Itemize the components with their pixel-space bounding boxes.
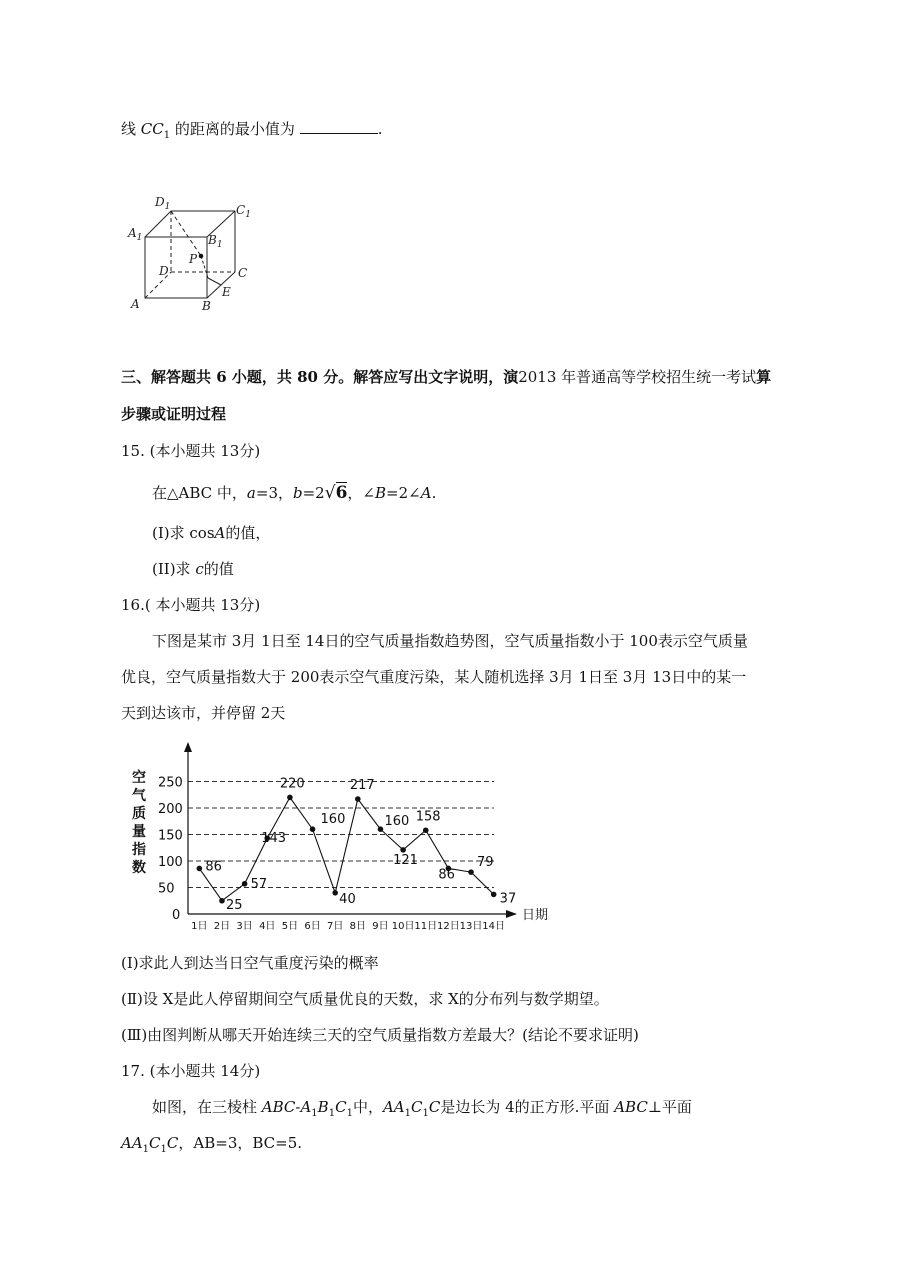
label-p: P [189, 252, 198, 266]
x-tick-label: 8日 [349, 921, 367, 932]
label-c1: $C_1$ [236, 203, 251, 220]
q17-mid: 中， [352, 1098, 383, 1116]
x-tick-label: 9日 [372, 921, 389, 932]
aqi-line-chart [120, 738, 560, 938]
q15-angle-mid: =2∠ [386, 484, 421, 502]
y-tick-label: 100 [158, 855, 183, 870]
q17-sq-end: C [428, 1098, 441, 1116]
segment-d1p [171, 211, 201, 256]
data-point [197, 866, 203, 872]
q17-perp: ⊥平面 [647, 1098, 692, 1116]
q14-sub: 1 [163, 130, 171, 141]
q17-suffix: 是边长为 4的正方形.平面 [440, 1098, 615, 1116]
cube-edge [145, 211, 171, 237]
data-label: 143 [261, 831, 287, 847]
data-point [287, 795, 293, 801]
q16-para-line2: 优良，空气质量指数大于 200表示空气重度污染，某人随机选择 3月 1日至 3月 13日中的某一 [121, 668, 747, 686]
q17-header: 17. (本小题共 14分) [121, 1062, 261, 1080]
q15-angle-end: . [431, 484, 437, 502]
q17-sq-c: C [411, 1098, 423, 1116]
q17-l2-end: C [166, 1134, 179, 1152]
x-axis-arrow [506, 910, 517, 918]
q17-line2 [121, 1133, 302, 1160]
data-label: 220 [279, 776, 305, 792]
q15-angle-b: B [375, 484, 387, 502]
q15-header: 15. (本小题共 13分) [121, 442, 261, 460]
data-label: 40 [339, 891, 356, 907]
q14-var: CC [140, 120, 164, 138]
q16-para-line1: 下图是某市 3月 1日至 14日的空气质量指数趋势图，空气质量指数小于 100表示空气质量 [152, 632, 748, 650]
y-axis-arrow [184, 742, 192, 752]
q14-answer-line [121, 119, 382, 146]
segment-e [208, 278, 221, 285]
q15-angle-prefix: ，∠ [347, 484, 375, 502]
label-a: A [131, 297, 140, 311]
q15-part2-suffix: 的值 [203, 560, 234, 578]
x-tick-label: 11日 [414, 921, 438, 932]
q15-part2-prefix: (II)求 [152, 560, 196, 578]
data-point [400, 847, 406, 853]
q17-sub: 1 [404, 1108, 411, 1119]
q15-cond-prefix: 在△ABC 中， [152, 484, 247, 502]
answer-blank[interactable] [300, 119, 378, 134]
q17-l2-suffix: ，AB=3，BC=5. [178, 1134, 303, 1152]
q17-sub: 1 [346, 1108, 353, 1119]
y-tick-label: 150 [158, 828, 183, 844]
q17-sub: 1 [142, 1144, 150, 1155]
point-p [199, 254, 204, 259]
q15-part1-suffix: 的值， [225, 524, 271, 542]
y-axis-label-char: 量 [132, 824, 146, 840]
data-point [423, 827, 429, 833]
sqrt-symbol: √ [324, 483, 336, 503]
y-tick-label: 250 [158, 775, 183, 791]
label-b: B [202, 299, 211, 313]
x-tick-label: 6日 [304, 921, 321, 932]
q16-part2: (Ⅱ)设 X是此人停留期间空气质量优良的天数，求 X的分布列与数学期望。 [121, 990, 609, 1008]
q17-prism-b: B [317, 1098, 329, 1116]
q17-prefix: 如图，在三棱柱 [152, 1098, 262, 1116]
data-point [491, 892, 497, 898]
q17-sub: 1 [160, 1144, 167, 1155]
y-tick-label: 0 [172, 908, 181, 923]
q17-plane-abc: ABC [614, 1098, 648, 1116]
data-label: 25 [225, 897, 243, 913]
y-tick-label: 50 [158, 881, 175, 897]
label-d: D [159, 264, 169, 278]
q15-a: a [246, 484, 256, 502]
label-d1: $D_1$ [155, 195, 171, 212]
x-tick-label: 1日 [191, 921, 208, 932]
y-axis-label-char: 空 [132, 770, 146, 786]
cube-figure [125, 190, 265, 315]
data-point [355, 796, 361, 802]
data-point [468, 869, 474, 875]
x-axis-label: 日期 [522, 908, 549, 923]
x-tick-label: 13日 [459, 921, 483, 932]
q15-part1-prefix: (I)求 cos [152, 524, 215, 542]
y-tick-label: 200 [158, 802, 183, 817]
label-c: C [238, 266, 248, 280]
section3-insert: 2013 年普通高等学校招生统一考试 [518, 368, 757, 386]
cube-front-face [145, 237, 207, 298]
q17-sub: 1 [311, 1108, 318, 1119]
section3-title-line2: 步骤或证明过程 [121, 405, 227, 423]
q17-sq-a: AA [382, 1098, 405, 1116]
label-e: E [222, 285, 231, 299]
q17-sub: 1 [328, 1108, 336, 1119]
q17-line1 [152, 1097, 692, 1124]
y-axis-label-char: 质 [132, 806, 146, 822]
data-point [378, 826, 384, 832]
q16-header: 16.( 本小题共 13分) [121, 596, 261, 614]
y-axis-label-char: 指 [132, 842, 146, 858]
data-label: 37 [499, 891, 517, 907]
x-tick-label: 3日 [236, 921, 253, 932]
data-label: 79 [477, 855, 494, 871]
data-label: 160 [384, 814, 410, 830]
q15-part2-var: c [195, 560, 204, 578]
data-point [219, 898, 225, 904]
data-label: 57 [250, 876, 268, 892]
x-tick-label: 7日 [326, 921, 344, 932]
q16-part1: (Ⅰ)求此人到达当日空气重度污染的概率 [121, 954, 379, 972]
section3-title-line1 [121, 367, 771, 387]
data-label: 160 [320, 812, 346, 828]
q16-para-line3: 天到达该市，并停留 2天 [121, 704, 286, 722]
q15-part2 [152, 559, 234, 579]
q15-part1 [152, 523, 270, 543]
y-axis-label-char: 数 [132, 860, 146, 876]
data-label: 86 [205, 859, 222, 875]
data-label: 121 [393, 852, 418, 868]
q17-prism-c: C [335, 1098, 347, 1116]
data-point [310, 826, 316, 832]
q15-b: b [293, 484, 303, 502]
x-tick-label: 12日 [437, 921, 460, 932]
q14-suffix: 的距离的最小值为 [170, 120, 295, 138]
q16-part3: (Ⅲ)由图判断从哪天开始连续三天的空气质量指数方差最大？(结论不要求证明) [121, 1026, 639, 1044]
q17-prism-a: ABC-A [261, 1098, 312, 1116]
label-a1: $A_1$ [128, 226, 143, 243]
q14-text: 线 [121, 120, 141, 138]
q15-condition [152, 483, 436, 503]
data-point [332, 890, 338, 896]
x-tick-label: 10日 [391, 921, 415, 932]
x-tick-label: 14日 [482, 921, 506, 932]
section3-bold-end: 算 [756, 368, 772, 386]
q15-b-val: =2 [302, 484, 325, 502]
label-b1: $B_1$ [208, 233, 223, 250]
q14-end: . [377, 120, 383, 138]
q15-angle-a: A [420, 484, 432, 502]
y-axis-label-char: 气 [132, 788, 146, 804]
x-tick-label: 4日 [259, 921, 276, 932]
section3-bold: 三、解答题共 6 小题，共 80 分。解答应写出文字说明，演 [121, 368, 519, 386]
data-point [242, 881, 248, 887]
data-label: 86 [438, 867, 455, 883]
q15-part1-var: A [214, 524, 226, 542]
sqrt-radicand: 6 [335, 483, 348, 503]
q17-l2-a: AA [121, 1134, 143, 1152]
q15-a-val: =3， [255, 484, 293, 502]
q17-sub: 1 [422, 1108, 429, 1119]
q17-l2-c: C [149, 1134, 161, 1152]
x-tick-label: 5日 [281, 921, 299, 932]
data-label: 158 [415, 809, 441, 825]
x-tick-label: 2日 [213, 921, 231, 932]
data-label: 217 [349, 777, 375, 793]
